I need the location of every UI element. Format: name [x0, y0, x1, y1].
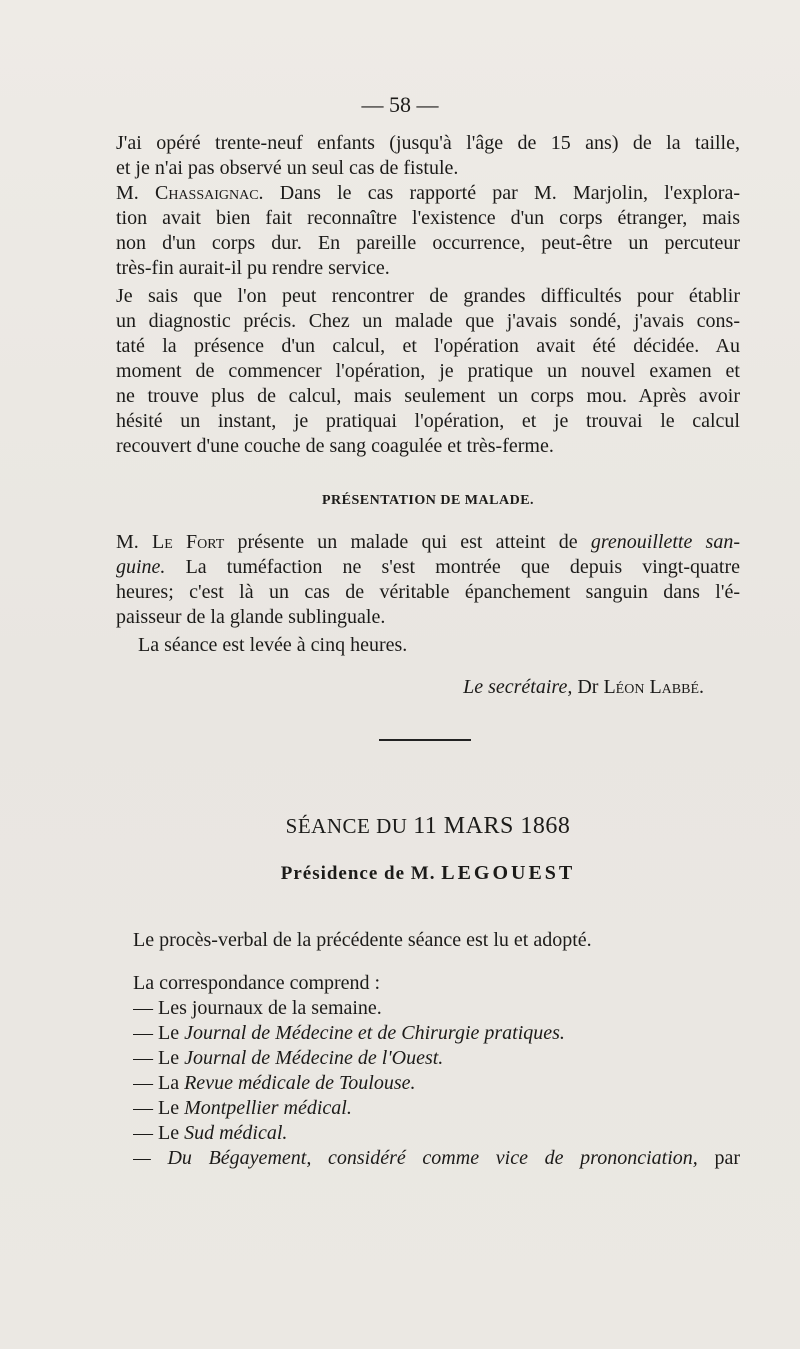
text-span: — Le — [133, 1047, 185, 1069]
text-line: recouvert d'une couche de sang coagulée et très-ferme. — [116, 435, 554, 457]
page-number: — 58 — — [361, 92, 439, 117]
text-line: tion avait bien fait reconnaître l'existence d'un corps étranger, mais — [116, 207, 740, 229]
list-item — [133, 1021, 740, 1046]
text-span: Dans le cas rapporté par M. Marjolin, l'explora- — [263, 182, 740, 204]
text-line: un diagnostic précis. Chez un malade que j'avais sondé, j'avais cons- — [116, 310, 740, 332]
text-line: paisseur de la glande sublinguale. — [116, 606, 386, 628]
text-span: La tuméfaction ne s'est montrée que depuis vingt-quatre — [165, 556, 740, 578]
paragraph-proces-verbal — [133, 928, 740, 953]
text-span: — Le — [133, 1022, 185, 1044]
text-line — [116, 181, 740, 206]
correspondance-list — [133, 971, 740, 1171]
president-name: LEGOUEST — [441, 862, 576, 884]
paragraph-closing — [138, 633, 740, 658]
text-line — [116, 555, 740, 580]
list-item — [133, 1121, 740, 1146]
session-prefix: SÉANCE DU — [285, 814, 408, 838]
text-span: — La — [133, 1072, 185, 1094]
italic-text: — Du Bégayement, considéré comme vice de prononciation, — [133, 1147, 698, 1169]
correspondance-intro: La correspondance comprend : — [133, 972, 381, 994]
text-line: Le procès-verbal de la précédente séance est lu et adopté. — [133, 929, 592, 951]
signature-role: Le secrétaire, — [463, 676, 573, 698]
speaker-name: M. Chassaignac. — [116, 182, 264, 204]
text-line: très-fin aurait-il pu rendre service. — [116, 257, 390, 279]
text-line: non d'un corps dur. En pareille occurrence, peut-être un percuteur — [116, 232, 740, 254]
italic-text: Journal de Médecine et de Chirurgie pratiques. — [184, 1022, 565, 1044]
text-span: — Le — [133, 1122, 185, 1144]
text-line: ne trouve plus de calcul, mais seulement un corps mou. Après avoir — [116, 385, 740, 407]
text-line: Je sais que l'on peut rencontrer de grandes difficultés pour établir — [116, 285, 740, 307]
signature-title: Dr — [577, 676, 599, 698]
list-item — [133, 1071, 740, 1096]
presidence-label: Présidence de M. — [280, 863, 436, 884]
paragraph-surgery-results — [116, 131, 740, 181]
text-line: taté la présence d'un calcul, et l'opération avait été décidée. Au — [116, 335, 740, 357]
text-line: J'ai opéré trente-neuf enfants (jusqu'à l'âge de 15 ans) de la taille, — [116, 132, 740, 154]
italic-text: Revue médicale de Toulouse. — [184, 1072, 416, 1094]
list-item — [133, 996, 740, 1021]
section-heading: PRÉSENTATION DE MALADE. — [321, 493, 535, 508]
signature-line — [116, 675, 704, 700]
speaker-name: M. Le Fort — [116, 531, 225, 553]
presidence-heading — [116, 862, 740, 885]
text-line — [116, 530, 740, 555]
paragraph-le-fort — [116, 530, 740, 630]
text-line: La séance est levée à cinq heures. — [138, 634, 408, 656]
italic-text: Montpellier médical. — [184, 1097, 352, 1119]
list-item — [133, 1096, 740, 1121]
text-span: — Les journaux de la semaine. — [133, 997, 382, 1019]
text-line: moment de commencer l'opération, je pratique un nouvel examen et — [116, 360, 740, 382]
horizontal-rule — [379, 739, 471, 741]
italic-text: guine. — [116, 556, 166, 578]
text-line: heures; c'est là un cas de véritable épanchement sanguin dans l'é- — [116, 581, 740, 603]
text-span: par — [714, 1147, 740, 1169]
list-item — [133, 1046, 740, 1071]
signature — [116, 675, 704, 700]
text-line: et je n'ai pas observé un seul cas de fistule. — [116, 157, 459, 179]
signature-name: Léon Labbé. — [603, 676, 704, 698]
italic-text: Journal de Médecine de l'Ouest. — [184, 1047, 444, 1069]
text-line: hésité un instant, je pratiquai l'opération, et je trouvai le calcul — [116, 410, 740, 432]
session-heading — [116, 813, 740, 840]
italic-text: grenouillette san- — [590, 531, 740, 553]
text-span: présente un malade qui est atteint de — [224, 531, 591, 553]
text-span: — Le — [133, 1097, 185, 1119]
italic-text: Sud médical. — [184, 1122, 288, 1144]
paragraph-diagnostic — [116, 284, 740, 459]
list-item — [133, 1146, 740, 1171]
paragraph-chassaignac — [116, 181, 740, 281]
session-date: 11 MARS 1868 — [413, 813, 571, 839]
